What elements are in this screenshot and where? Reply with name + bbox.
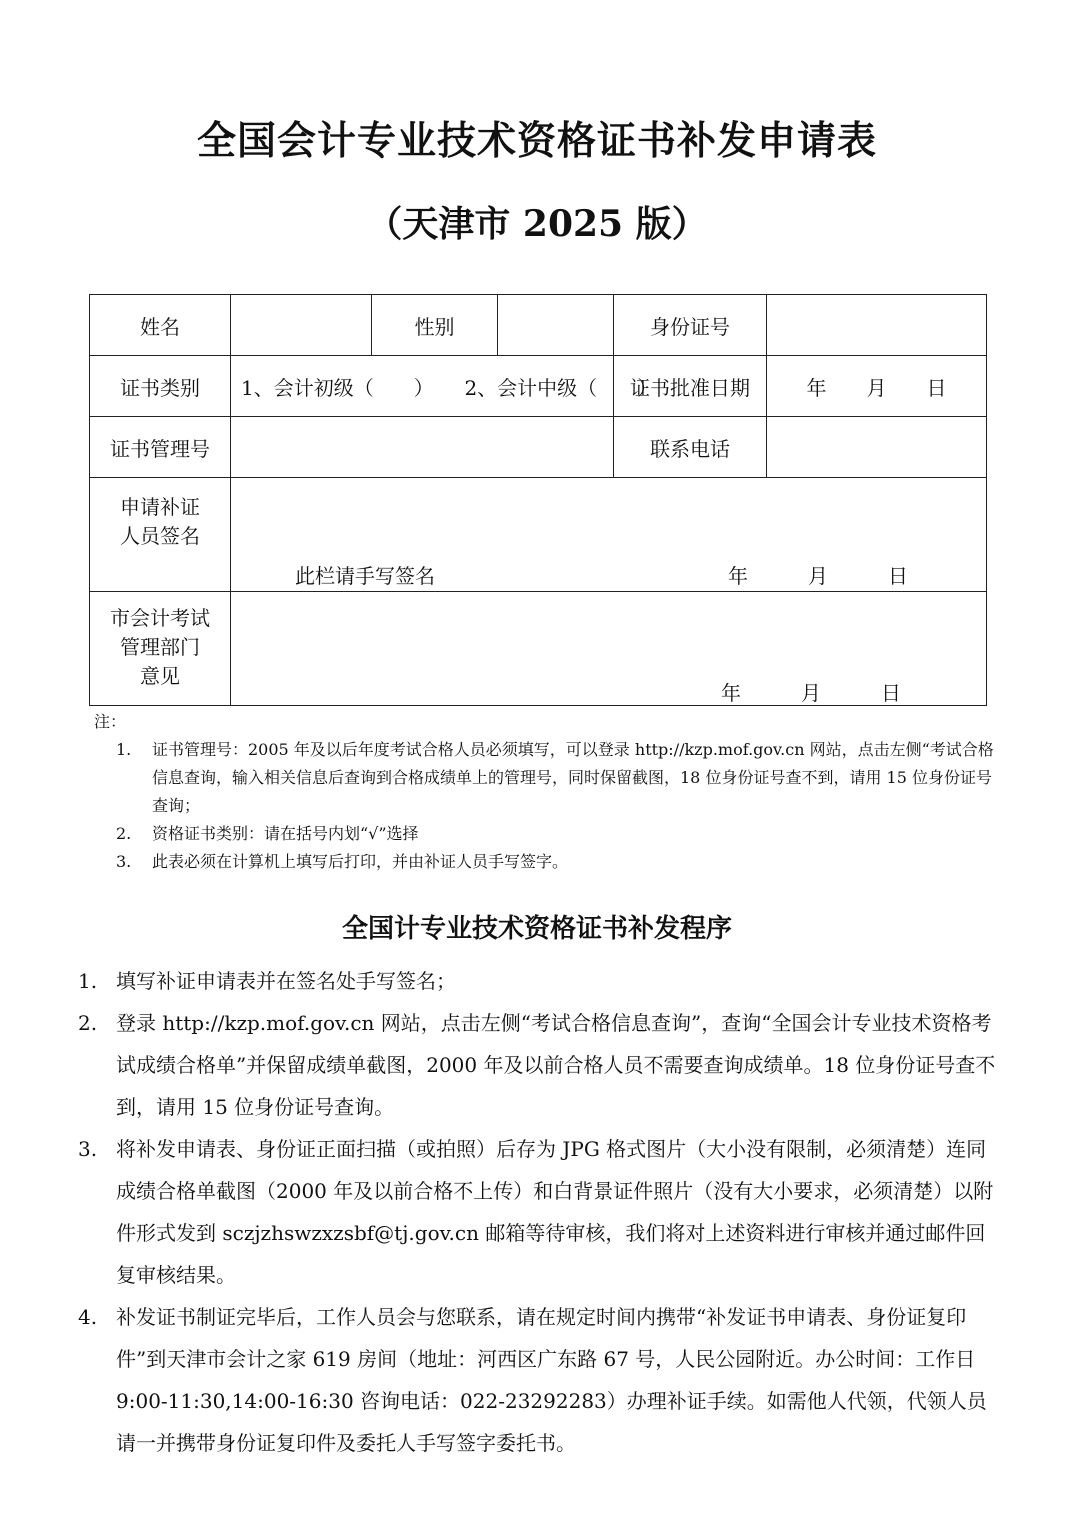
note-item	[94, 736, 1004, 820]
certificate-category-label: 证书类别	[90, 356, 231, 417]
step-number: 1.	[78, 969, 98, 993]
step-number: 3.	[78, 1137, 98, 1161]
procedure-step	[78, 1002, 1000, 1128]
applicant-signature-label	[90, 478, 231, 592]
procedure-step	[78, 1128, 1000, 1296]
department-date: 年 月 日	[721, 681, 901, 705]
name-field[interactable]	[231, 295, 372, 356]
gender-field[interactable]	[498, 295, 614, 356]
form-row-department	[90, 592, 987, 706]
phone-field[interactable]	[767, 417, 987, 478]
department-opinion-label	[90, 592, 231, 706]
notes-section	[94, 708, 1004, 876]
form-row-management	[90, 417, 987, 478]
note-number: 3.	[116, 852, 132, 871]
certificate-category-options	[231, 356, 658, 417]
id-number-label: 身份证号	[614, 295, 767, 356]
signature-hint: 此栏请手写签名	[295, 564, 435, 588]
procedure-step	[78, 1296, 1000, 1464]
procedure-steps	[78, 960, 1000, 1464]
management-number-label: 证书管理号	[90, 417, 231, 478]
note-text: 证书管理号：2005 年及以后年度考试合格人员必须填写，可以登录 http://kzp.mof.gov.cn 网站，点击左侧“考试合格信息查询，输入相关信息后查询到合格成绩单上的管理号，同时保留截图，18 位身份证号查不到，请用 15 位身份证号查询；	[152, 740, 994, 815]
notes-heading: 注：	[94, 712, 127, 731]
note-item	[94, 848, 1004, 876]
note-number: 2.	[116, 824, 132, 843]
note-text: 此表必须在计算机上填写后打印，并由补证人员手写签字。	[152, 852, 569, 871]
department-label-line1: 市会计考试	[110, 605, 210, 630]
signature-label-line1: 申请补证	[120, 494, 200, 519]
procedure-step	[78, 960, 1000, 1002]
note-text: 资格证书类别：请在括号内划“√”选择	[152, 824, 419, 843]
gender-label: 性别	[372, 295, 498, 356]
management-number-field[interactable]	[231, 417, 614, 478]
step-text: 填写补证申请表并在签名处手写签名；	[116, 969, 456, 993]
department-label-line2: 管理部门	[120, 634, 200, 659]
department-label-line3: 意见	[140, 663, 180, 688]
procedure-title: 全国计专业技术资格证书补发程序	[341, 914, 732, 944]
step-number: 4.	[78, 1305, 98, 1329]
note-item	[94, 820, 1004, 848]
application-form-table	[89, 294, 987, 706]
signature-area[interactable]	[231, 478, 987, 592]
page-subtitle: （天津市 2025 版）	[366, 203, 708, 245]
name-label: 姓名	[90, 295, 231, 356]
signature-date: 年 月 日	[728, 564, 908, 588]
option-junior-accountant[interactable]: 1、会计初级（ ）	[241, 375, 434, 400]
form-row-signature	[90, 478, 987, 592]
id-number-field[interactable]	[767, 295, 987, 356]
option-intermediate-accountant[interactable]: 2、会计中级（ ）	[464, 375, 658, 400]
step-text: 登录 http://kzp.mof.gov.cn 网站，点击左侧“考试合格信息查询”，查询“全国会计专业技术资格考试成绩合格单”并保留成绩单截图，2000 年及以前合格人员不需要查询成绩单。18 位身份证号查不到，请用 15 位身份证号查询。	[116, 1011, 996, 1119]
signature-label-line2: 人员签名	[120, 523, 200, 548]
approval-date-field[interactable]: 年 月 日	[767, 356, 987, 417]
form-row-certificate	[90, 356, 987, 417]
form-row-identity	[90, 295, 987, 356]
step-number: 2.	[78, 1011, 98, 1035]
note-number: 1.	[116, 740, 132, 759]
phone-label: 联系电话	[614, 417, 767, 478]
department-opinion-area[interactable]	[231, 592, 987, 706]
step-text: 将补发申请表、身份证正面扫描（或拍照）后存为 JPG 格式图片（大小没有限制，必须清楚）连同成绩合格单截图（2000 年及以前合格不上传）和白背景证件照片（没有大小要求，必须清楚）以附件形式发到 sczjzhswzxzsbf@tj.gov.cn 邮箱等待审核，我们将对上述资料进行审核并通过邮件回复审核结果。	[116, 1137, 994, 1287]
step-text: 补发证书制证完毕后，工作人员会与您联系，请在规定时间内携带“补发证书申请表、身份证复印件”到天津市会计之家 619 房间（地址：河西区广东路 67 号，人民公园附近。办公时间：工作日 9:00-11:30,14:00-16:30 咨询电话：022-23292283）办理补证手续。如需他人代领，代领人员请一并携带身份证复印件及委托人手写签字委托书。	[116, 1305, 987, 1455]
page-title: 全国会计专业技术资格证书补发申请表	[196, 118, 877, 164]
approval-date-label: 证书批准日期	[614, 356, 767, 417]
